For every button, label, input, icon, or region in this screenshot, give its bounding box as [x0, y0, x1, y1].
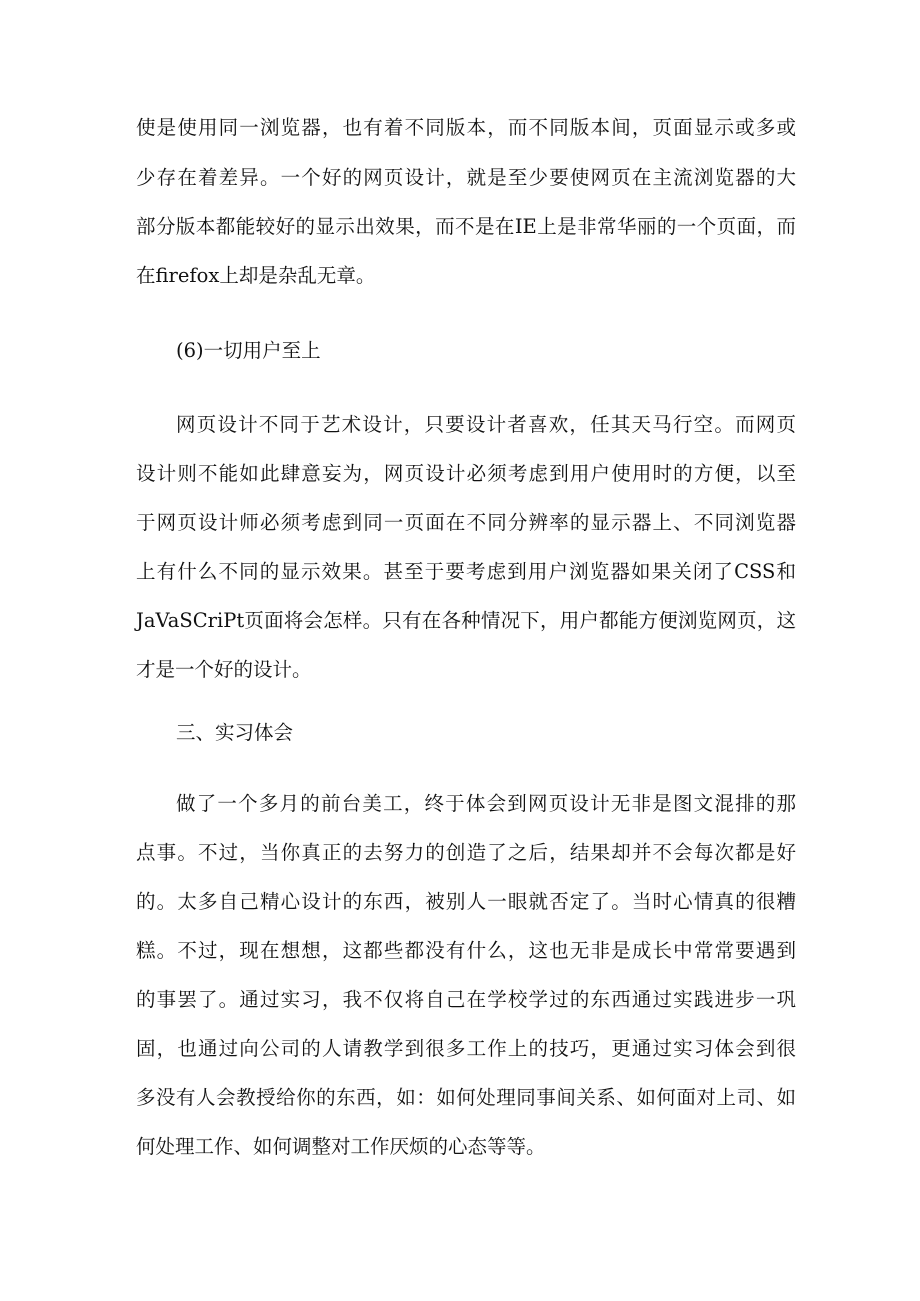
paragraph-2-line-5: JaVaSCriPt页面将会怎样。只有在各种情况下，用户都能方便浏览网页，这: [136, 609, 796, 632]
paragraph-1-line-2: 少存在着差异。一个好的网页设计，就是至少要使网页在主流浏览器的大: [136, 166, 796, 189]
paragraph-3-line-2: 点事。不过，当你真正的去努力的创造了之后，结果却并不会每次都是好: [136, 841, 796, 864]
paragraph-1-line-4: 在firefox上却是杂乱无章。: [136, 264, 376, 287]
paragraph-3-line-3: 的。太多自己精心设计的东西，被别人一眼就否定了。当时心情真的很糟: [136, 890, 796, 913]
paragraph-3-line-4: 糕。不过，现在想想，这都些都没有什么，这也无非是成长中常常要遇到: [136, 939, 796, 962]
paragraph-2-line-1: 网页设计不同于艺术设计，只要设计者喜欢，任其天马行空。而网页: [176, 413, 796, 436]
paragraph-3-line-6: 固，也通过向公司的人请教学到很多工作上的技巧，更通过实习体会到很: [136, 1037, 796, 1060]
paragraph-2-line-6: 才是一个好的设计。: [136, 658, 312, 681]
section-heading-user-first: (6)一切用户至上: [176, 339, 321, 362]
paragraph-3-line-1: 做了一个多月的前台美工，终于体会到网页设计无非是图文混排的那: [176, 792, 796, 815]
paragraph-2-line-4: 上有什么不同的显示效果。甚至于要考虑到用户浏览器如果关闭了CSS和: [136, 560, 796, 583]
paragraph-2-line-3: 于网页设计师必须考虑到同一页面在不同分辨率的显示器上、不同浏览器: [136, 511, 796, 534]
paragraph-3-line-8: 何处理工作、如何调整对工作厌烦的心态等等。: [136, 1135, 546, 1158]
paragraph-1-line-3: 部分版本都能较好的显示出效果，而不是在IE上是非常华丽的一个页面，而: [136, 215, 796, 238]
paragraph-3-line-7: 多没有人会教授给你的东西，如：如何处理同事间关系、如何面对上司、如: [136, 1086, 796, 1109]
paragraph-3-line-5: 的事罢了。通过实习，我不仅将自己在学校学过的东西通过实践进步一巩: [136, 988, 796, 1011]
paragraph-1-line-1: 使是使用同一浏览器，也有着不同版本，而不同版本间，页面显示或多或: [136, 116, 796, 139]
paragraph-2-line-2: 设计则不能如此肆意妄为，网页设计必须考虑到用户使用时的方便，以至: [136, 462, 796, 485]
section-heading-internship-experience: 三、实习体会: [176, 721, 294, 744]
